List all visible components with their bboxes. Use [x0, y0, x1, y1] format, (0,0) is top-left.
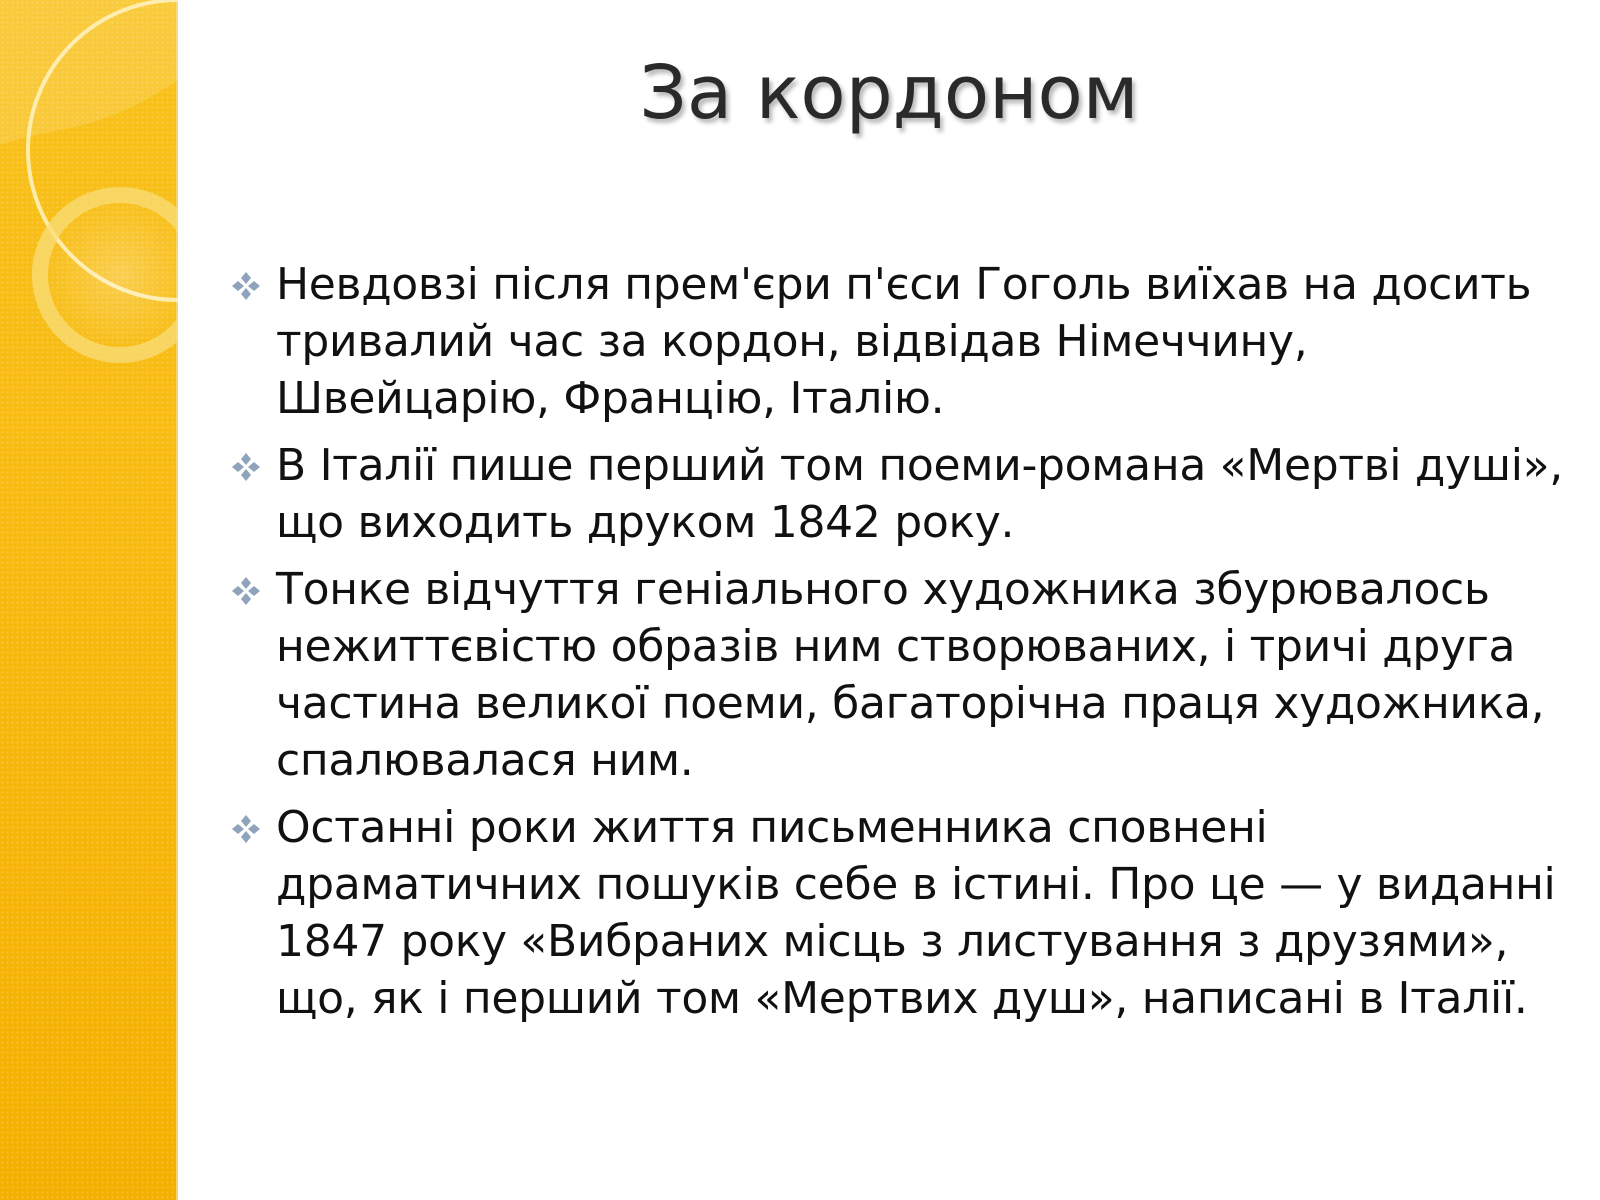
bullet-text: Останні роки життя письменника сповнені драматичних пошуків себе в істині. Про це — у виданні 1847 року «Вибраних місць з листування з друзями», що, як і перший том «Мертвих душ», написані в Італії. [276, 802, 1556, 1024]
four-diamond-bullet-icon [230, 451, 262, 483]
bullet-item [230, 437, 1580, 551]
bullet-text: Тонке відчуття геніального художника збурювалось нежиттєвістю образів ним створюваних, і тричі друга частина великої поеми, багаторічна праця художника, спалювалася ним. [276, 564, 1545, 786]
four-diamond-bullet-icon [230, 813, 262, 845]
bullet-item [230, 561, 1580, 789]
bullet-item [230, 799, 1580, 1027]
slide-title: За кордоном [639, 50, 1139, 136]
corner-highlight [0, 0, 178, 145]
bullet-list [230, 256, 1580, 1037]
four-diamond-bullet-icon [230, 575, 262, 607]
decorative-circles [0, 0, 178, 420]
bullet-item [230, 256, 1580, 427]
bullet-text: В Італії пише перший том поеми-романа «Мертві душі», що виходить друком 1842 року. [276, 440, 1563, 548]
four-diamond-bullet-icon [230, 270, 262, 302]
bullet-text: Невдовзі після прем'єри п'єси Гоголь виїхав на досить тривалий час за кордон, відвідав Німеччину, Швейцарію, Францію, Італію. [276, 259, 1532, 424]
